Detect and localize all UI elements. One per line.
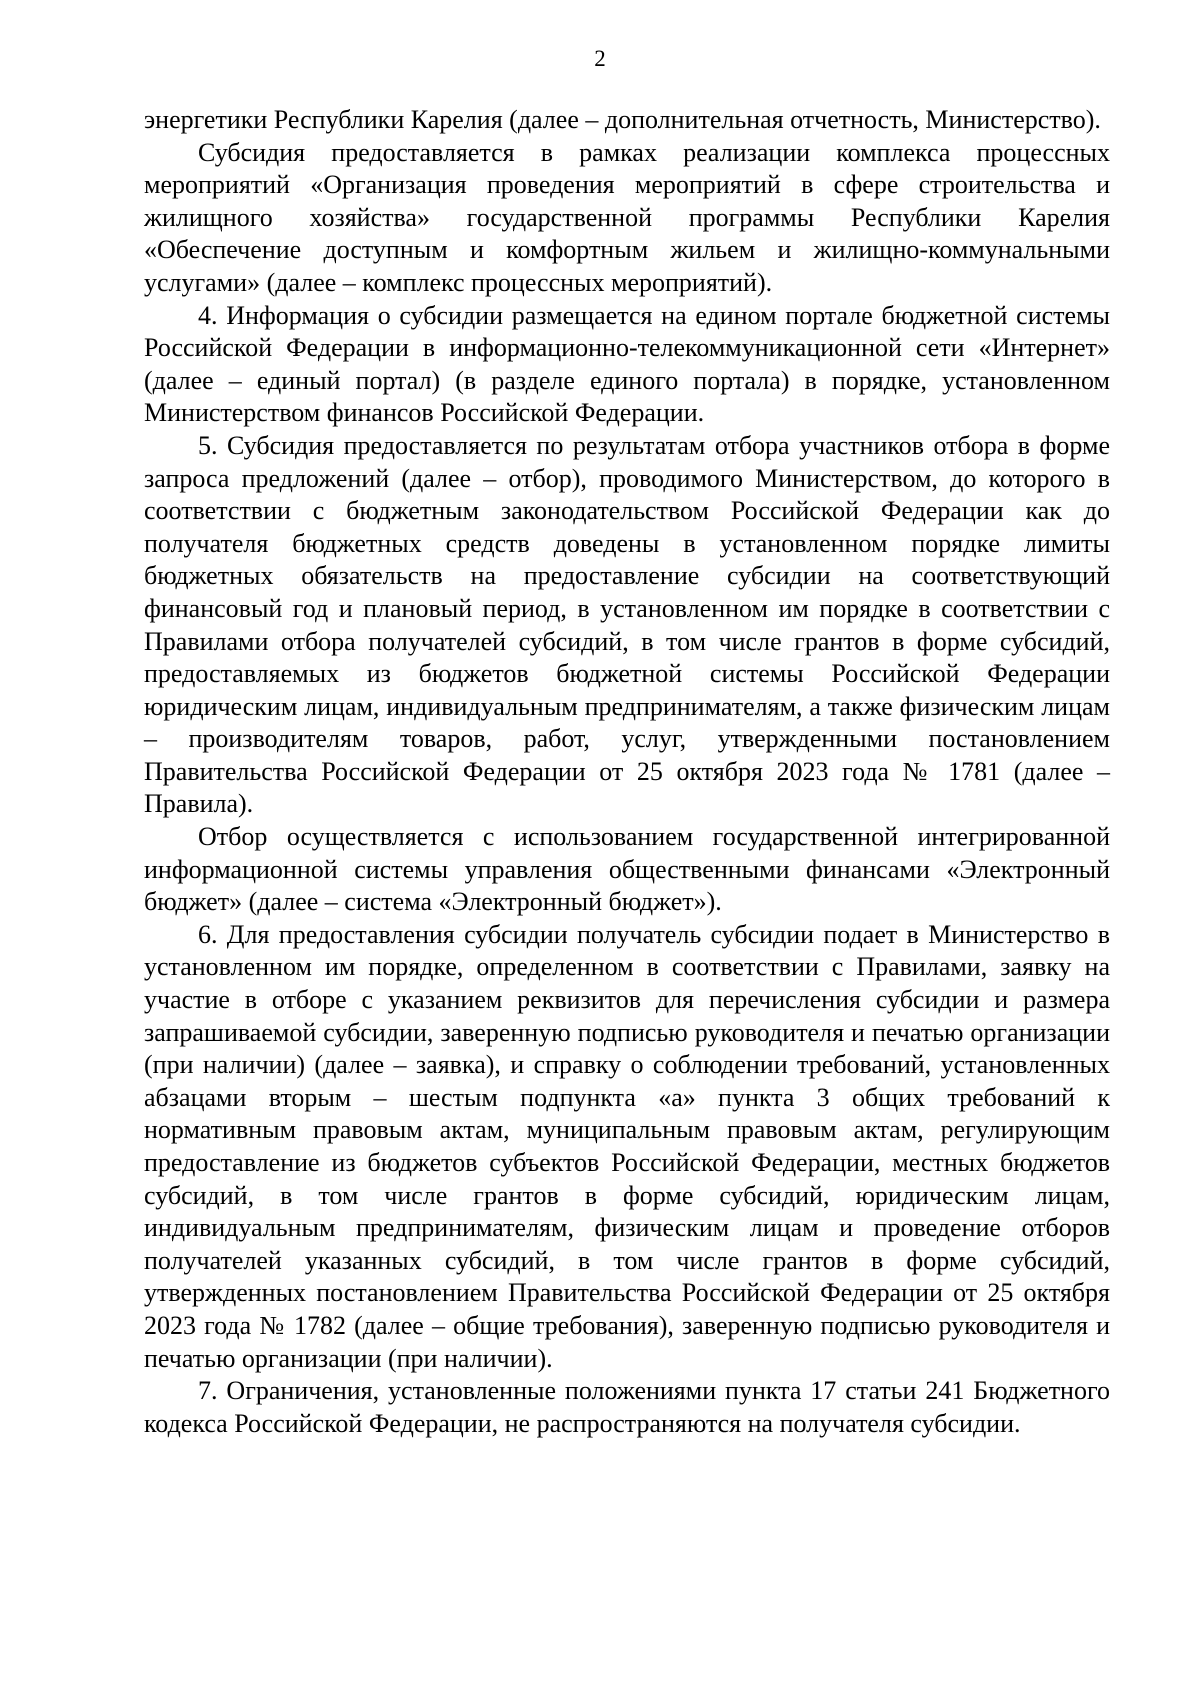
paragraph-item-4: 4. Информация о субсидии размещается на едином портале бюджетной системы Российской Федерации в информационно-телекоммуникационной сети «Интернет» (далее – единый портал) (в разделе единого портала) в порядке, установленном Министерством финансов Российской Федерации. <box>144 300 1110 428</box>
paragraph-selection-system: Отбор осуществляется с использованием государственной интегрированной информационной системы управления общественными финансами «Электронный бюджет» (далее – система «Электронный бюджет»). <box>144 822 1110 917</box>
paragraph-item-7: 7. Ограничения, установленные положениями пункта 17 статьи 241 Бюджетного кодекса Российской Федерации, не распространяются на получателя субсидии. <box>144 1376 1110 1438</box>
paragraph-continuation: энергетики Республики Карелия (далее – дополнительная отчетность, Министерство). <box>144 105 1101 134</box>
paragraph-item-5: 5. Субсидия предоставляется по результатам отбора участников отбора в форме запроса предложений (далее – отбор), проводимого Министерством, до которого в соответствии с бюджетным законодательством Российской Федерации как до получателя бюджетных средств доведены в установленном порядке лимиты бюджетных обязательств на предоставление субсидии на соответствующий финансовый год и плановый период, в установленном им порядке в соответствии с Правилами отбора получателей субсидий, в том числе грантов в форме субсидий, предоставляемых из бюджетов бюджетной системы Российской Федерации юридическим лицам, индивидуальным предпринимателям, а также физическим лицам – производителям товаров, работ, услуг, утвержденными постановлением Правительства Российской Федерации от 25 октября 2023 года № 1781 (далее – Правила). <box>144 430 1110 819</box>
page-number: 2 <box>594 46 606 71</box>
paragraph-item-6: 6. Для предоставления субсидии получатель субсидии подает в Министерство в установленном им порядке, определенном в соответствии с Правилами, заявку на участие в отборе с указанием реквизитов для перечисления субсидии и размера запрашиваемой субсидии, заверенную подписью руководителя и печатью организации (при наличии) (далее – заявка), и справку о соблюдении требований, установленных абзацами вторым – шестым подпункта «а» пункта 3 общих требований к нормативным правовым актам, муниципальным правовым актам, регулирующим предоставление из бюджетов субъектов Российской Федерации, местных бюджетов субсидий, в том числе грантов в форме субсидий, юридическим лицам, индивидуальным предпринимателям, физическим лицам и проведение отборов получателей указанных субсидий, в том числе грантов в форме субсидий, утвержденных постановлением Правительства Российской Федерации от 25 октября 2023 года № 1782 (далее – общие требования), заверенную подписью руководителя и печатью организации (при наличии). <box>144 919 1110 1373</box>
paragraph-subsidy-program: Субсидия предоставляется в рамках реализации комплекса процессных мероприятий «Организация проведения мероприятий в сфере строительства и жилищного хозяйства» государственной программы Республики Карелия «Обеспечение доступным и комфортным жильем и жилищно-коммунальными услугами» (далее – комплекс процессных мероприятий). <box>144 137 1110 297</box>
document-body <box>144 104 1110 1440</box>
